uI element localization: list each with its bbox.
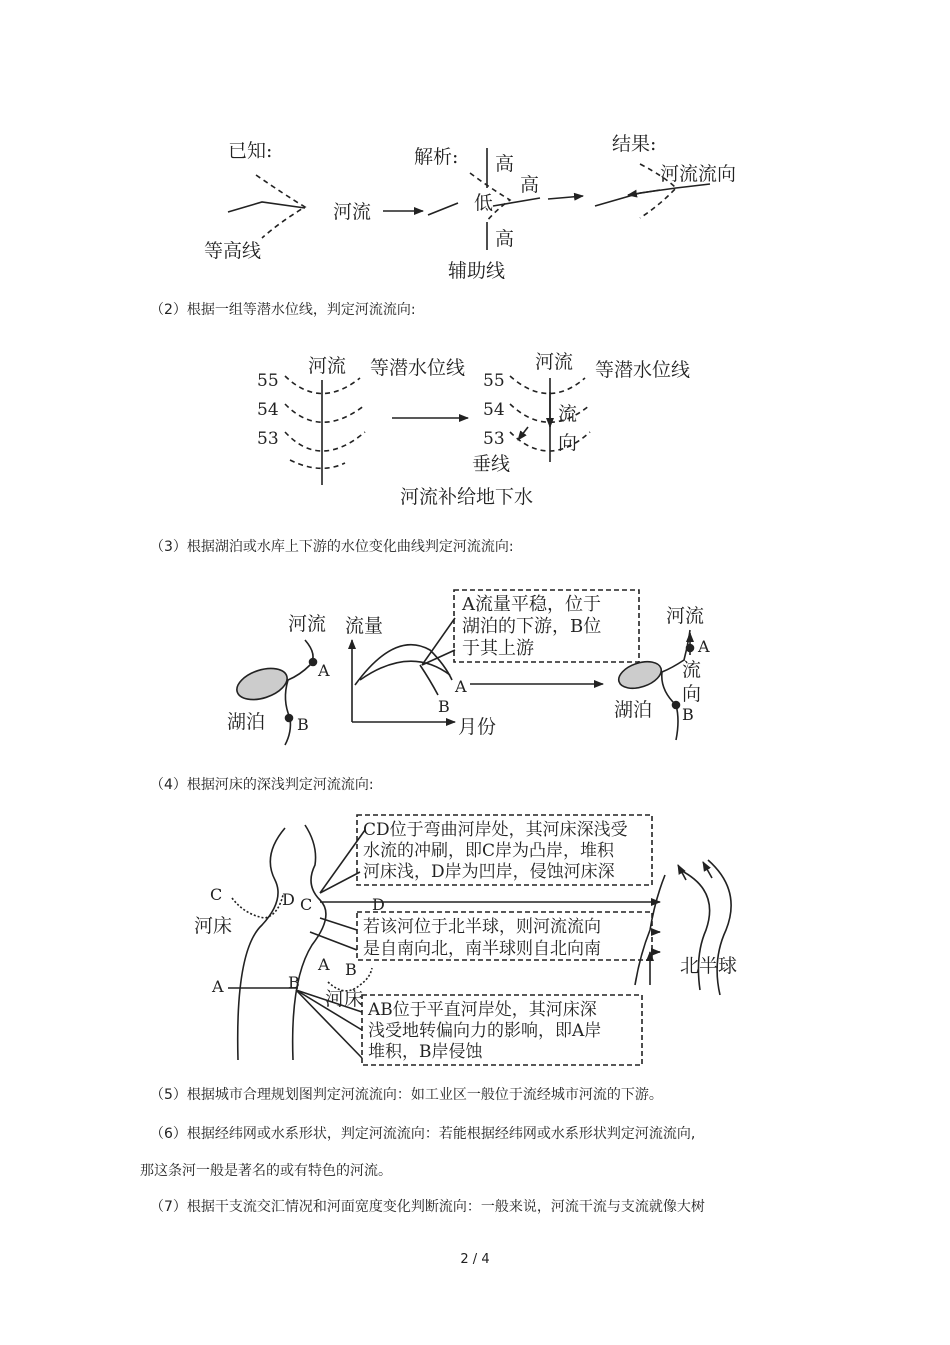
value-54-left: 54 xyxy=(257,400,279,420)
perpendicular-label: 垂线 xyxy=(472,453,511,475)
river-label: 河流 xyxy=(333,201,372,223)
ab-line-3: 堆积，B岸侵蚀 xyxy=(368,1042,483,1062)
point-a-right: A xyxy=(698,637,710,656)
box-line-3: 于其上游 xyxy=(462,638,534,659)
north-hemisphere-label: 北半球 xyxy=(680,955,738,977)
paragraph-6-continued: 那这条河一般是著名的或有特色的河流。 xyxy=(140,1163,392,1179)
flow-char-1: 流 xyxy=(558,403,578,425)
figure-2-caption: 河流补给地下水 xyxy=(400,486,534,508)
flow-char-2: 向 xyxy=(558,432,578,454)
value-55-right: 55 xyxy=(483,371,505,391)
paragraph-6: （6）根据经纬网或水系形状，判定河流流向：若能根据经纬网或水系形状判定河流流向, xyxy=(150,1126,696,1142)
analysis-label: 解析: xyxy=(414,146,459,168)
isoline-label-left: 等潜水位线 xyxy=(370,357,466,379)
point-b-left: B xyxy=(297,715,309,734)
point-a-left: A xyxy=(318,661,330,680)
river-label-left: 河流 xyxy=(308,355,347,377)
lake-shape-left xyxy=(233,663,291,706)
aux-line-label: 辅助线 xyxy=(448,260,506,282)
contour-label: 等高线 xyxy=(204,240,262,262)
page-number: 2 / 4 xyxy=(460,1252,490,1267)
figure-1-contour-river xyxy=(0,0,950,290)
value-53-right: 53 xyxy=(483,429,505,449)
cd-line-3: 河床浅，D岸为凹岸，侵蚀河床深 xyxy=(363,862,615,882)
flow-axis-label: 流量 xyxy=(345,615,384,637)
high-label-1: 高 xyxy=(495,153,515,175)
direction-label: 河流流向 xyxy=(660,163,737,185)
box-line-2: 湖泊的下游，B位 xyxy=(462,616,602,637)
result-label: 结果: xyxy=(612,133,657,155)
label-c-point: C xyxy=(300,895,313,914)
north-line-1: 若该河位于北半球，则河流流向 xyxy=(363,917,601,937)
point-b-right: B xyxy=(682,705,694,724)
figure-4-riverbed xyxy=(0,810,950,1080)
high-label-2: 高 xyxy=(520,174,540,196)
label-c-bank: C xyxy=(210,885,223,904)
curve-b-label: B xyxy=(438,697,450,716)
north-line-2: 是自南向北，南半球则自北向南 xyxy=(363,939,601,959)
lake-label-right: 湖泊 xyxy=(614,699,653,721)
value-55-left: 55 xyxy=(257,371,279,391)
cd-line-2: 水流的冲刷，即C岸为凸岸，堆积 xyxy=(363,841,615,861)
known-label: 已知: xyxy=(228,140,273,162)
paragraph-4: （4）根据河床的深浅判定河流流向: xyxy=(150,777,374,793)
label-b-point: B xyxy=(345,960,357,979)
figure-2-isolines xyxy=(0,340,950,540)
label-a-point: A xyxy=(318,955,330,974)
flow-char-1: 流 xyxy=(682,659,702,681)
lake-label-left: 湖泊 xyxy=(227,711,266,733)
value-53-left: 53 xyxy=(257,429,279,449)
high-label-3: 高 xyxy=(495,228,515,250)
ab-line-1: AB位于平直河岸处，其河床深 xyxy=(368,1000,597,1020)
river-label-right: 河流 xyxy=(666,605,705,627)
value-54-right: 54 xyxy=(483,400,505,420)
paragraph-2: （2）根据一组等潜水位线，判定河流流向: xyxy=(150,302,416,318)
label-d-point: D xyxy=(372,895,385,914)
figure-3-lake-flow xyxy=(0,578,950,778)
paragraph-5: （5）根据城市合理规划图判定河流流向：如工业区一般位于流经城市河流的下游。 xyxy=(150,1087,663,1103)
label-a-bank: A xyxy=(212,977,224,996)
month-axis-label: 月份 xyxy=(458,716,497,738)
ab-line-2: 浅受地转偏向力的影响，即A岸 xyxy=(368,1021,602,1041)
flow-char-2: 向 xyxy=(682,683,702,705)
riverbed-label-top: 河床 xyxy=(194,915,233,937)
river-label-left: 河流 xyxy=(288,613,327,635)
riverbed-label-bottom: 河床 xyxy=(325,988,364,1010)
label-b-bank: B xyxy=(288,973,300,992)
label-d-bank: D xyxy=(282,890,295,909)
cd-line-1: CD位于弯曲河岸处，其河床深浅受 xyxy=(363,820,628,840)
paragraph-3: （3）根据湖泊或水库上下游的水位变化曲线判定河流流向: xyxy=(150,539,514,555)
low-label: 低 xyxy=(474,192,494,214)
curve-a-label: A xyxy=(455,677,467,696)
river-label-right: 河流 xyxy=(535,351,574,373)
box-line-1: A流量平稳，位于 xyxy=(462,594,601,615)
paragraph-7: （7）根据干支流交汇情况和河面宽度变化判断流向：一般来说，河流干流与支流就像大树 xyxy=(150,1199,705,1215)
isoline-label-right: 等潜水位线 xyxy=(595,359,691,381)
